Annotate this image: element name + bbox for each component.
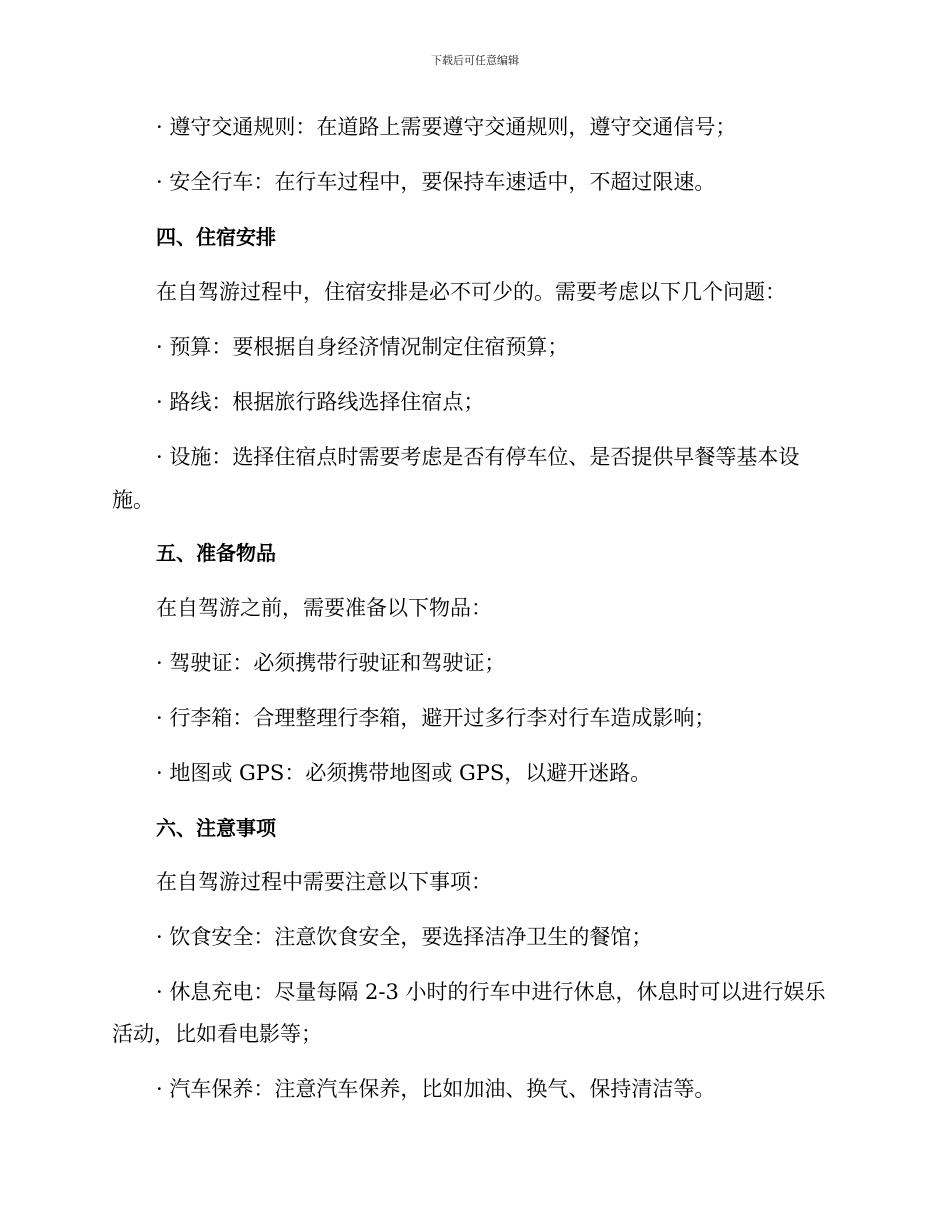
bullet-facilities-continuation: 施。 (112, 488, 154, 512)
bullet-car: · 汽车保养：注意汽车保养，比如加油、换气、保持清洁等。 (156, 1077, 716, 1101)
bullet-rest: · 休息充电：尽量每隔 2-3 小时的行车中进行休息，休息时可以进行娱乐 (156, 980, 826, 1004)
bullet-route: · 路线：根据旅行路线选择住宿点； (156, 390, 485, 414)
bullet-traffic-rules: · 遵守交通规则：在道路上需要遵守交通规则，遵守交通信号； (156, 115, 737, 139)
section-heading-lodging: 四、住宿安排 (156, 225, 276, 249)
bullet-food: · 饮食安全：注意饮食安全，要选择洁净卫生的餐馆； (156, 925, 653, 949)
bullet-budget: · 预算：要根据自身经济情况制定住宿预算； (156, 335, 569, 359)
bullet-license: · 驾驶证：必须携带行驶证和驾驶证； (156, 651, 506, 675)
bullet-gps: · 地图或 GPS：必须携带地图或 GPS，以避开迷路。 (156, 761, 652, 785)
bullet-rest-continuation: 活动，比如看电影等； (112, 1022, 322, 1046)
bullet-luggage: · 行李箱：合理整理行李箱，避开过多行李对行车造成影响； (156, 706, 716, 730)
page-header: 下载后可任意编辑 (431, 54, 519, 67)
section-heading-notes: 六、注意事项 (156, 816, 276, 840)
paragraph-notes: 在自驾游过程中需要注意以下事项： (156, 870, 492, 894)
bullet-facilities: · 设施：选择住宿点时需要考虑是否有停车位、是否提供早餐等基本设 (156, 445, 800, 469)
section-heading-items: 五、准备物品 (156, 541, 276, 565)
paragraph-lodging: 在自驾游过程中，住宿安排是必不可少的。需要考虑以下几个问题： (156, 280, 786, 304)
bullet-safe-driving: · 安全行车：在行车过程中，要保持车速适中，不超过限速。 (156, 170, 716, 194)
paragraph-items: 在自驾游之前，需要准备以下物品： (156, 596, 492, 620)
